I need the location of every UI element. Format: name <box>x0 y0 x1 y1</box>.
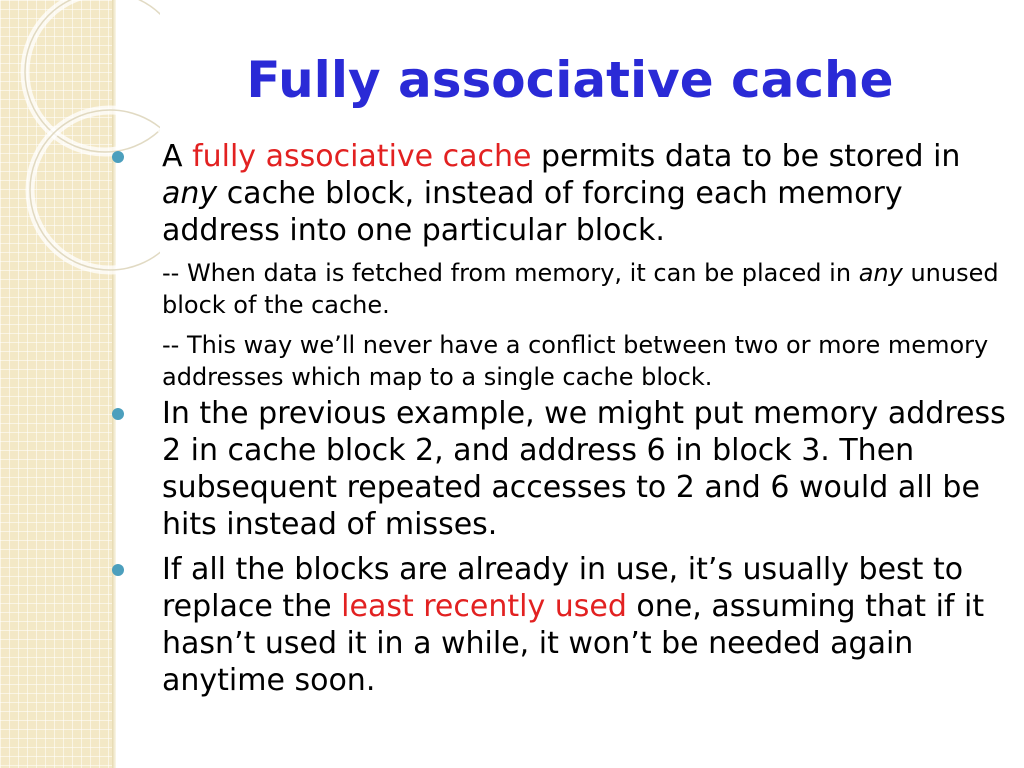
subpoint-no-conflict <box>112 329 1012 393</box>
bullet-dot-icon <box>112 151 124 163</box>
subpoint-text: -- When data is fetched from memory, it can be placed in <box>162 259 859 287</box>
bullet-text: permits data to be stored in <box>531 139 961 174</box>
bullet-text: one, assuming that if it hasn’t used it in a while, it won’t be needed again anytime soon. <box>162 589 985 698</box>
slide-content <box>112 138 1012 699</box>
bullet-dot-icon <box>112 564 124 576</box>
highlight-term: fully associative cache <box>192 139 532 174</box>
bullet-lru-replacement <box>112 551 1012 699</box>
slide-title: Fully associative cache <box>246 51 894 109</box>
bullet-text: In the previous example, we might put memory address 2 in cache block 2, and address 6 in block 3. Then subsequent repeated accesses to 2 and 6 would all be hits instead of misses. <box>162 396 1006 542</box>
bullet-text: cache block, instead of forcing each memory address into one particular block. <box>162 176 903 248</box>
bullet-text: If all the blocks are already in use, it’s usually best to replace the <box>162 552 964 624</box>
emphasis-text: any <box>858 259 903 287</box>
emphasis-text: any <box>162 176 218 211</box>
subpoint-text: -- This way we’ll never have a conflict between two or more memory addresses which map to a single cache block. <box>162 331 989 391</box>
bullet-dot-icon <box>112 408 124 420</box>
subpoint-text: unused block of the cache. <box>162 259 999 319</box>
bullet-previous-example <box>112 395 1012 543</box>
subpoint-placement <box>112 257 1012 321</box>
bullet-fully-associative-definition <box>112 138 1012 249</box>
highlight-term: least recently used <box>341 589 627 624</box>
bullet-text: A <box>162 139 193 174</box>
